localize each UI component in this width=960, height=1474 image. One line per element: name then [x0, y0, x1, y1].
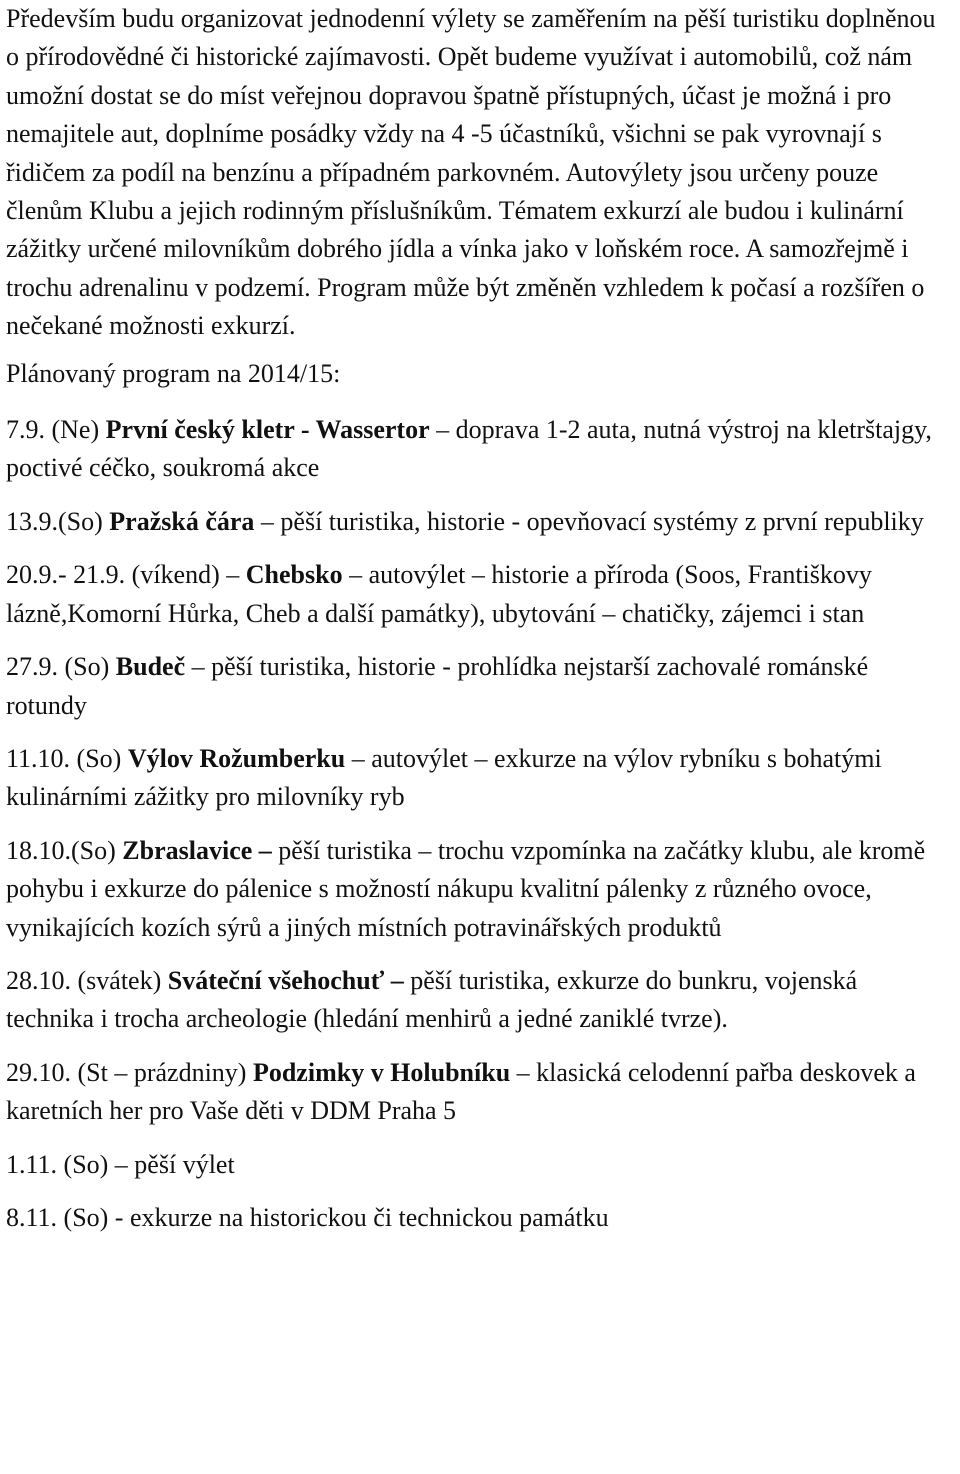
item-date: 20.9.- 21.9. (víkend) – — [6, 560, 246, 590]
item-description: – autovýlet – historie a příroda (Soos, Františkovy lázně,Komorní Hůrka, Cheb a další památky), ubytování – chatičky, zájemci i stan — [6, 560, 872, 628]
program-item — [6, 1146, 951, 1184]
item-title: Chebsko — [245, 560, 343, 590]
item-date: 28.10. (svátek) — [6, 965, 168, 995]
program-item — [6, 740, 951, 817]
program-item — [6, 503, 951, 541]
item-title: Sváteční všehochuť – — [167, 965, 404, 995]
item-description: – pěší turistika, historie - prohlídka nejstarší zachovalé románské rotundy — [6, 652, 869, 720]
item-title: Podzimky v Holubníku — [252, 1057, 511, 1087]
item-date: 1.11. (So) – pěší výlet — [6, 1149, 235, 1179]
item-title: Budeč — [115, 652, 186, 682]
item-description: – doprava 1-2 auta, nutná výstroj na kletrštajgy, poctivé céčko, soukromá akce — [6, 415, 932, 483]
item-description: – autovýlet – exkurze na výlov rybníku s bohatými kulinárními zážitky pro milovníky ryb — [6, 743, 882, 812]
item-date: 11.10. (So) — [6, 743, 128, 773]
item-date: 29.10. (St – prázdniny) — [6, 1057, 253, 1087]
program-item — [6, 411, 951, 488]
program-heading: Plánovaný program na 2014/15: — [6, 358, 341, 388]
program-item — [6, 648, 951, 725]
intro-paragraph: Především budu organizovat jednodenní výlety se zaměřením na pěší turistiku doplněnou o přírodovědné či historické zajímavosti. Opět budeme využívat i automobilů, což nám umožní dostat se do míst veřejnou dopravou špatně přístupných, účast je možná i pro nemajitele aut, doplníme posádky vždy na 4 -5 účastníků, všichni se pak vyrovnají s řidičem za podíl na benzínu a případném parkovném. Autovýlety jsou určeny pouze členům Klubu a jejich rodinným příslušníkům. Tématem exkurzí ale budou i kulinární zážitky určené milovníkům dobrého jídla a vínka jako v loňském roce. A samozřejmě i trochu adrenalinu v podzemí. Program může být změněn vzhledem k počasí a rozšířen o nečekané možnosti exkurzí. — [6, 4, 936, 341]
item-date: 7.9. (Ne) — [6, 415, 106, 445]
program-item — [6, 556, 951, 633]
item-title: Pražská čára — [109, 506, 255, 536]
item-title: První český kletr - Wassertor — [105, 415, 430, 445]
program-item — [6, 1199, 951, 1237]
item-date: 8.11. (So) - exkurze na historickou či technickou památku — [6, 1202, 609, 1232]
item-title: Zbraslavice – — [122, 835, 272, 865]
item-description: pěší turistika – trochu vzpomínka na začátky klubu, ale kromě pohybu i exkurze do pálenice s možností nákupu kvalitní pálenky z různého ovoce, vynikajících kozích sýrů a jiných místních potravinářských produktů — [6, 835, 926, 942]
item-date: 13.9.(So) — [6, 506, 110, 536]
item-date: 27.9. (So) — [6, 652, 116, 682]
item-title: Výlov Rožumberku — [127, 743, 346, 773]
program-item — [6, 832, 951, 947]
item-date: 18.10.(So) — [6, 835, 123, 865]
program-item — [6, 962, 951, 1039]
item-description: pěší turistika, exkurze do bunkru, vojenská technika i trocha archeologie (hledání menhirů a jedné zaniklé tvrze). — [6, 965, 858, 1034]
item-description: – klasická celodenní pařba deskovek a karetních her pro Vaše děti v DDM Praha 5 — [6, 1057, 916, 1126]
program-item — [6, 1054, 951, 1131]
item-description: – pěší turistika, historie - opevňovací systémy z první republiky — [254, 506, 924, 536]
document-page — [6, 0, 951, 1237]
